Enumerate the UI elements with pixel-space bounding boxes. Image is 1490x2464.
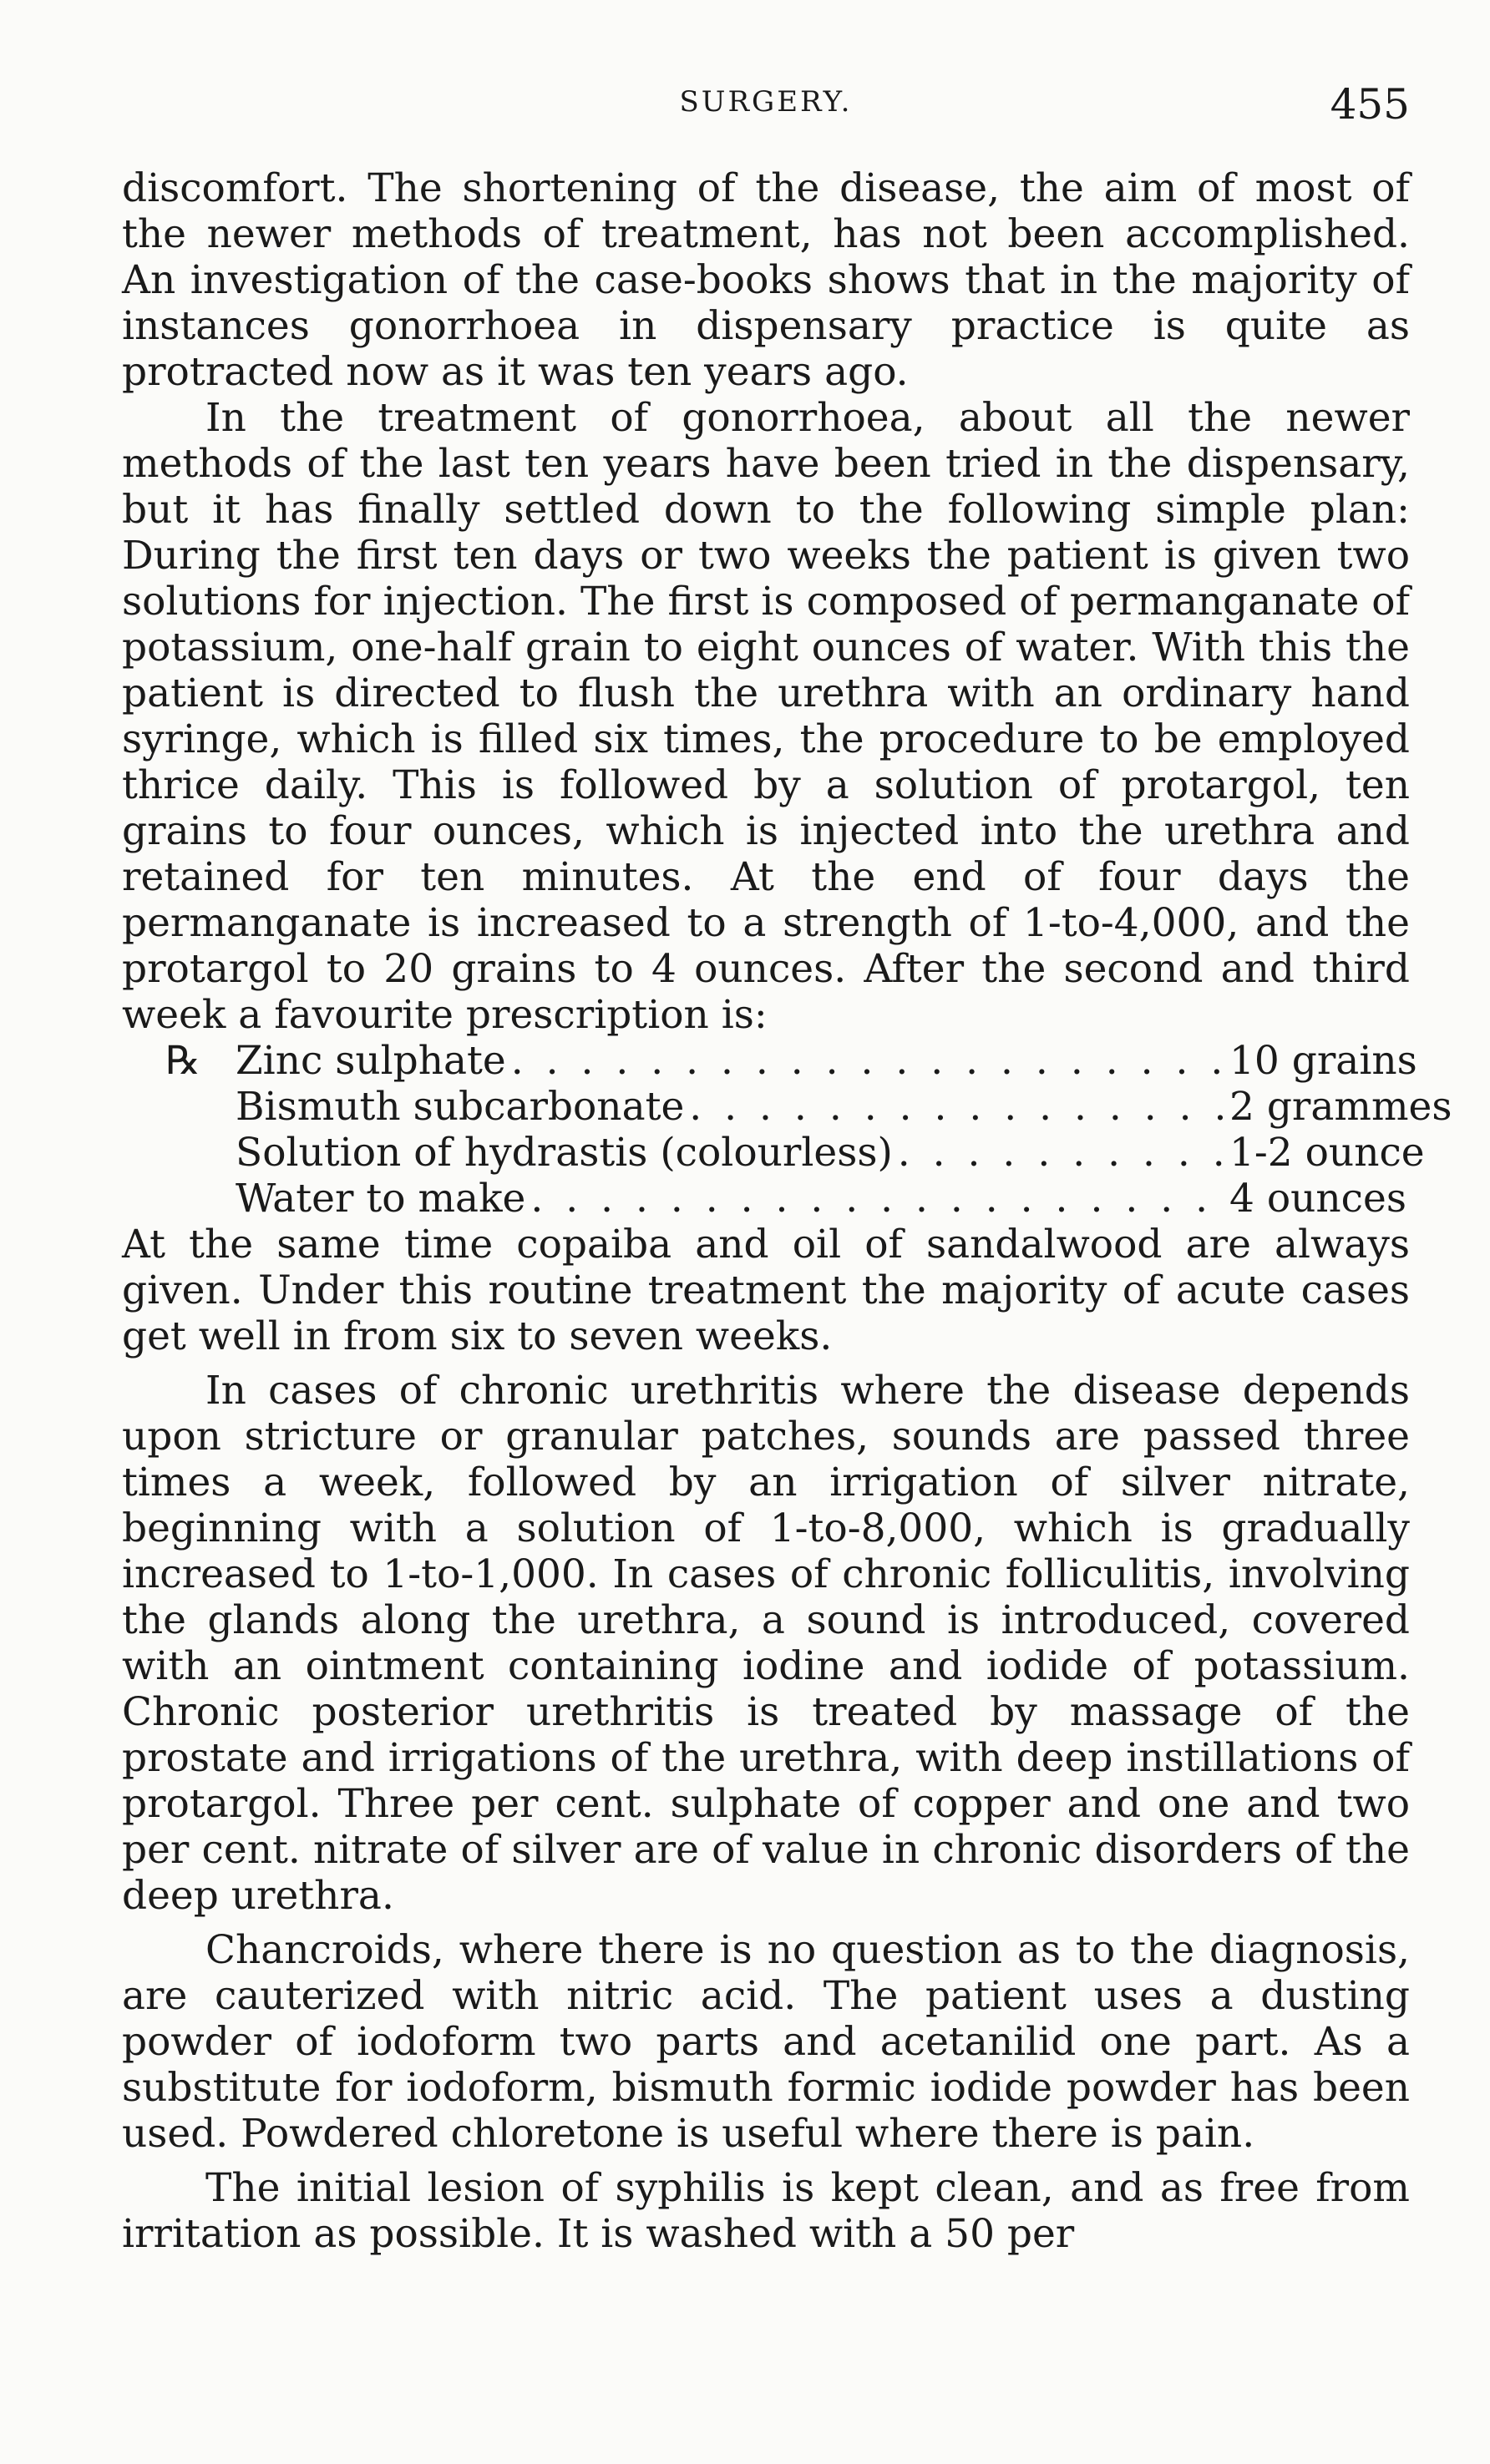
paragraph-copaiba: At the same time copaiba and oil of sandalwood are always given. Under this routine treatment the majority of acute cases get well in from six to seven weeks. [122, 1222, 1410, 1359]
dot-leader [689, 1084, 1224, 1130]
ingredient-quantity: 10 grains [1229, 1038, 1417, 1084]
ingredient-quantity: 2 grammes [1229, 1084, 1452, 1130]
recipe-symbol: ℞ [165, 1038, 201, 1084]
ingredient-name: Water to make [236, 1176, 526, 1222]
page-number: 455 [1330, 80, 1410, 129]
paragraph-continuation: discomfort. The shortening of the disease, the aim of most of the newer methods of treatment, has not been accomplished. An investigation of the case-books shows that in the majority of instances gonorrhoea in dispensary practice is quite as protracted now as it was ten years ago. [122, 165, 1410, 395]
paragraph-syphilis: The initial lesion of syphilis is kept clean, and as free from irritation as possible. It is washed with a 50 per [122, 2165, 1410, 2257]
prescription-item [236, 1176, 1405, 1222]
dot-leader [898, 1130, 1224, 1176]
paragraph-chancroids: Chancroids, where there is no question as to the diagnosis, are cauterized with nitric acid. The patient uses a dusting powder of iodoform two parts and acetanilid one part. As a substitute for iodoform, bismuth formic iodide powder has been used. Powdered chloretone is useful where there is pain. [122, 1927, 1410, 2157]
dot-leader [511, 1038, 1224, 1084]
ingredient-quantity: 1-2 ounce [1229, 1130, 1425, 1176]
running-head: SURGERY. [679, 85, 853, 119]
ingredient-name: Zinc sulphate [236, 1038, 506, 1084]
body-text [122, 165, 1452, 2257]
prescription-item [236, 1130, 1425, 1176]
dot-leader [530, 1176, 1224, 1222]
prescription-item [236, 1084, 1452, 1130]
ingredient-quantity: 4 ounces [1229, 1176, 1406, 1222]
paragraph-gonorrhoea-treatment: In the treatment of gonorrhoea, about all the newer methods of the last ten years have been tried in the dispensary, but it has finally settled down to the following simple plan: During the first ten days or two weeks the patient is given two solutions for injection. The first is composed of permanganate of potassium, one-half grain to eight ounces of water. With this the patient is directed to flush the urethra with an ordinary hand syringe, which is filled six times, the procedure to be employed thrice daily. This is followed by a solution of protargol, ten grains to four ounces, which is injected into the urethra and retained for ten minutes. At the end of four days the permanganate is increased to a strength of 1-to-4,000, and the protargol to 20 grains to 4 ounces. After the second and third week a favourite prescription is: [122, 395, 1410, 1038]
paragraph-chronic-urethritis: In cases of chronic urethritis where the disease depends upon stricture or granular patches, sounds are passed three times a week, followed by an irrigation of silver nitrate, beginning with a solution of 1-to-8,000, which is gradually increased to 1-to-1,000. In cases of chronic folliculitis, involving the glands along the urethra, a sound is introduced, covered with an ointment containing iodine and iodide of potassium. Chronic posterior urethritis is treated by massage of the prostate and irrigations of the urethra, with deep instillations of protargol. Three per cent. sulphate of copper and one and two per cent. nitrate of silver are of value in chronic disorders of the deep urethra. [122, 1368, 1410, 1919]
page-header [122, 80, 1410, 139]
prescription-block [122, 1038, 1452, 1222]
ingredient-name: Bismuth subcarbonate [236, 1084, 685, 1130]
prescription-item [236, 1038, 1417, 1084]
ingredient-name: Solution of hydrastis (colourless) [236, 1130, 893, 1176]
